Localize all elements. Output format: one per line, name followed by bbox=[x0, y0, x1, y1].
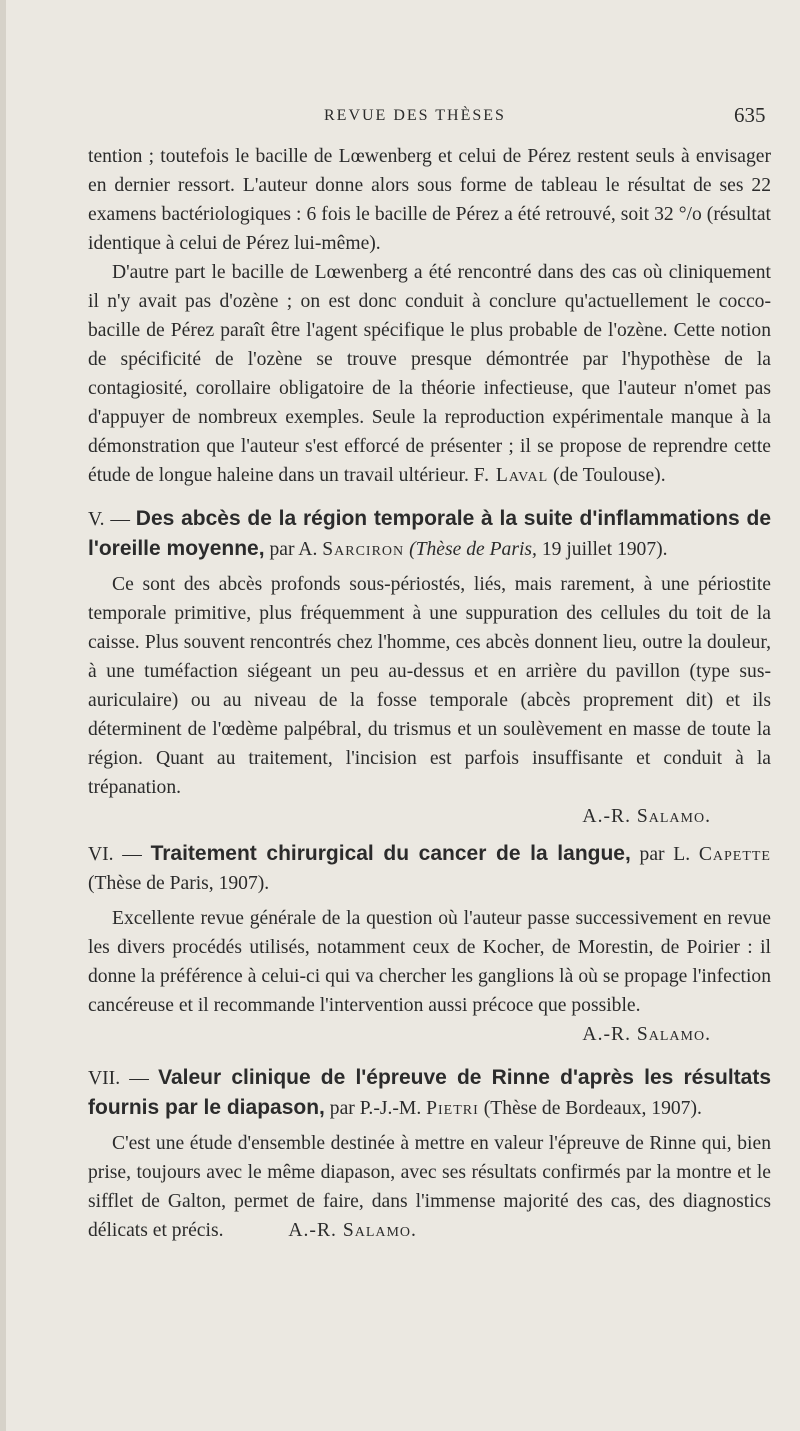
paragraph: tention ; toutefois le bacille de Lœwenberg et celui de Pérez restent seuls à envisager en dernier ressort. L'auteur donne alors sous forme de tableau le résultat de ses 22 examens bactériologiques : 6 fois le bacille de Pérez a été retrouvé, soit 32 °/o (résultat identique à celui de Pérez lui-même). bbox=[88, 146, 771, 254]
section-author: Sarciron bbox=[322, 539, 405, 560]
section-title: Des abcès de la région temporale à la suite d'inflammations de l'oreille moyenne, bbox=[88, 507, 772, 560]
page-content bbox=[88, 142, 771, 1245]
section-author: Capette bbox=[698, 844, 771, 865]
page-number: 635 bbox=[734, 103, 766, 127]
section-number: V. — bbox=[88, 509, 136, 530]
paragraph bbox=[88, 258, 771, 490]
review-section-7 bbox=[88, 1063, 771, 1245]
section-signature: A.-R. Salamo. bbox=[288, 1220, 417, 1241]
section-date: 19 juillet 1907). bbox=[536, 539, 668, 560]
signature-name: F. Laval bbox=[473, 465, 549, 486]
section-heading bbox=[88, 504, 771, 564]
section-by: par L. bbox=[630, 844, 699, 865]
review-section-6 bbox=[88, 839, 771, 1049]
section-by: par P.-J.-M. bbox=[324, 1098, 427, 1119]
section-title: Traitement chirurgical du cancer de la langue, bbox=[150, 842, 631, 865]
paragraph-text: D'autre part le bacille de Lœwenberg a été rencontré dans des cas où cliniquement il n'y avait pas d'ozène ; on est donc conduit à conclure qu'actuellement le cocco-bacille de Pérez paraît être l'agent spécifique le plus probable de l'ozène. Cette notion de spécificité de l'ozène se trouve presque démontrée par l'hypothèse de la contagiosité, corollaire obligatoire de la théorie infectieuse, que l'auteur n'omet pas d'appuyer de nombreux exemples. Seule la reproduction expérimentale manque à la démonstration que l'auteur s'est efforcé de présenter ; il se propose de reprendre cette étude de longue haleine dans un travail ultérieur. bbox=[88, 262, 771, 486]
section-body: Ce sont des abcès profonds sous-périostés, liés, mais rarement, à une périostite temporale primitive, plus fréquemment à une suppuration des cellules du toit de la caisse. Plus souvent rencontrés chez l'homme, ces abcès donnent lieu, outre la douleur, à une tuméfaction siégeant un peu au-dessus et en arrière du pavillon (type sus-auriculaire) ou au niveau de la fosse temporale (abcès proprement dit) et ils déterminent de l'œdème palpébral, du trismus et un soulèvement en masse de toute la région. Quant au traitement, l'incision est parfois insuffisante et conduit à la trépanation. bbox=[88, 574, 771, 798]
section-signature bbox=[88, 1020, 771, 1049]
signature-text: A.-R. Salamo. bbox=[582, 806, 711, 827]
section-signature bbox=[88, 802, 771, 831]
signature-text: A.-R. Salamo. bbox=[582, 1024, 711, 1045]
section-heading bbox=[88, 1063, 771, 1123]
page-header bbox=[6, 101, 800, 141]
section-thesis: (Thèse de Paris, bbox=[409, 539, 537, 560]
signature-place: (de Toulouse). bbox=[553, 465, 666, 486]
running-title: REVUE DES THÈSES bbox=[324, 107, 506, 124]
section-body bbox=[88, 1129, 771, 1245]
section-title: Valeur clinique de l'épreuve de Rinne d'après les résultats fournis par le diapason, bbox=[88, 1066, 771, 1119]
section-number: VI. — bbox=[88, 844, 151, 865]
section-author: Pietri bbox=[426, 1098, 479, 1119]
section-heading bbox=[88, 839, 771, 898]
review-section-5 bbox=[88, 504, 771, 831]
section-thesis: (Thèse de Paris, 1907). bbox=[88, 873, 270, 894]
section-by: par A. bbox=[264, 539, 323, 560]
section-body-text: C'est une étude d'ensemble destinée à mettre en valeur l'épreuve de Rinne qui, bien prise, toujours avec le même diapason, avec ses résultats confirmés par la montre et le sifflet de Galton, permet de faire, dans l'immense majorité des cas, des diagnostics délicats et précis. bbox=[88, 1133, 771, 1241]
section-thesis: (Thèse de Bordeaux, 1907). bbox=[478, 1098, 702, 1119]
section-number: VII. — bbox=[88, 1068, 159, 1089]
section-body: Excellente revue générale de la question où l'auteur passe successivement en revue les divers procédés utilisés, notamment ceux de Kocher, de Morestin, de Poirier : il donne la préférence à celui-ci qui va chercher les ganglions là où se propage l'infection cancéreuse et il recommande l'intervention aussi précoce que possible. bbox=[88, 908, 771, 1016]
